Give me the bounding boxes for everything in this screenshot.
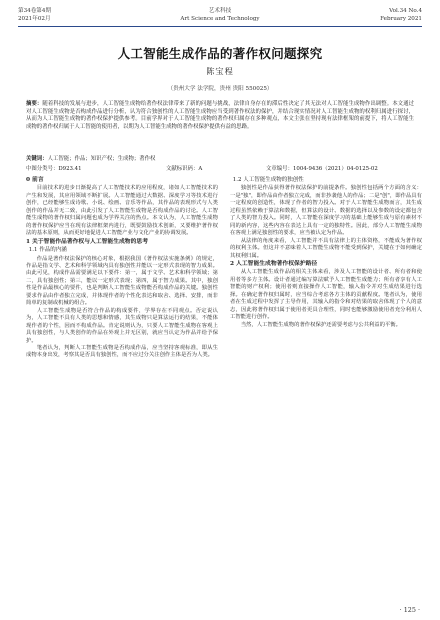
- section-heading: 0 前言: [26, 177, 44, 183]
- subsection-heading: 1.1 作品的内涵: [28, 247, 67, 254]
- article-title: 人工智能生成作品的著作权问题探究: [117, 46, 323, 61]
- paragraph: 笔者认为，判断人工智能生成物是否构成作品，应当坚持客观标准，即从生成物本身出发，考察其是否具有独创性，而不应过分关注创作主体是否为人类。: [26, 344, 218, 359]
- paragraph: 独创性是作品获得著作权法保护的前提条件。独创性包括两个方面的含义：一是"独"，即作品由作者独立完成，而非抄袭他人的作品；二是"创"，即作品具有一定程度的创造性，体现了作者的智力投入。对于人工智能生成物而言，其生成过程虽然依赖于算法和数据，但算法的设计、数据的选择以及参数的设定都包含了人类的智力投入。同时，人工智能在深度学习的基础上能够生成与原有素材不同的新内容，这些内容在表达上具有一定的独特性。因此，部分人工智能生成物在客观上满足独创性的要求，应当被认定为作品。: [230, 185, 422, 237]
- header-rule: [18, 26, 422, 27]
- page-number: · 125 ·: [399, 606, 420, 614]
- journal-issue: 第34卷第4期 2021年02月: [18, 8, 52, 22]
- section-heading: 1 关于智能作品著作权与人工智能生成物的思考: [26, 238, 148, 245]
- keywords: [26, 156, 414, 164]
- paragraph: 目前技术的进步日渐提高了人工智能技术的应用程度，诸如人工智能技术的产生和发展，其应用领域不断扩展。人工智能通过大数据、深度学习等技术进行创作，已经能够生成诗歌、小说、绘画、音乐等作品，其作品的表现形式与人类创作的作品并无二致，由此引发了人工智能生成物是否构成作品的讨论。人工智能生成物的著作权归属问题也成为学界关注的热点。本文认为，人工智能生成物的著作权保护应当在现有法律框架内进行，既要鼓励技术创新，又要维护著作权法的基本原则，从而更好地促进人工智能产业与文化产业的协调发展。: [26, 185, 218, 237]
- abstract-label: 摘要：: [26, 101, 43, 107]
- journal-name: 艺术科技 Art Science and Technology: [180, 8, 260, 22]
- article-number: 文章编号：1004-9436（2021）04-0125-02: [266, 166, 378, 172]
- keywords-text: 人工智能；作品；知识产权；生成物；著作权: [47, 156, 156, 162]
- keywords-label: 关键词：: [26, 156, 48, 162]
- document-code: 文献标识码：A: [166, 166, 203, 172]
- paragraph: 人工智能生成物是否符合作品的构成要件，学界存在不同观点。否定说认为，人工智能不具有人类的思想和情感，其生成物只是算法运行的结果，不能体现作者的个性，因而不构成作品。肯定说则认为，只要人工智能生成物在客观上具有独创性，与人类创作的作品在外观上并无区别，就应当认定为作品并给予保护。: [26, 307, 218, 344]
- paragraph: 作品是著作权法保护的核心对象，根据我国《著作权法实施条例》的规定，作品是指文学、艺术和科学领域内具有独创性并能以一定形式表现的智力成果。由此可见，构成作品需要满足以下要件：第一，属于文学、艺术和科学领域；第二，具有独创性；第三，能以一定形式表现；第四，属于智力成果。其中，独创性是作品最核心的要件，也是判断人工智能生成物能否构成作品的关键。独创性要求作品由作者独立完成，并体现作者的个性化表达和取舍、选择、安排，而非简单的复制或机械的组合。: [26, 255, 218, 307]
- clc-number: 中图分类号：D923.41: [26, 166, 82, 172]
- classification-line: [26, 164, 414, 172]
- paragraph: 从人工智能生成作品的相关主体来看，涉及人工智能的设计者、所有者和使用者等多方主体。设计者通过编写算法赋予人工智能生成能力；所有者享有人工智能的财产权利；使用者则直接操作人工智能，输入指令并对生成结果进行选择。在确定著作权归属时，应当综合考虑各方主体的贡献程度。笔者认为，使用者在生成过程中发挥了主导作用，其输入的指令和对结果的取舍体现了个人的意志，因此将著作权归属于使用者更具合理性，同时也能够激励使用者充分利用人工智能进行创作。: [230, 269, 422, 321]
- article-author: 陈宝程: [206, 66, 234, 76]
- body-column-right: [230, 176, 422, 329]
- paragraph: 当然，人工智能生成物的著作权保护还需要考虑与公共利益的平衡。: [240, 321, 401, 328]
- abstract: [26, 101, 414, 131]
- paragraph: 从法律的角度来看，人工智能并不具有法律上的主体资格，不能成为著作权的权利主体。但这并不意味着人工智能生成物不能受到保护，关键在于如何确定其权利归属。: [230, 237, 422, 259]
- body-column-left: [26, 176, 218, 360]
- subsection-heading: 1.2 人工智能生成物的独创性: [232, 177, 304, 183]
- author-affiliation: （贵州大学 法学院，贵州 贵阳 550025）: [167, 86, 273, 92]
- journal-volume: Vol.34 No.4 February 2021: [380, 8, 422, 22]
- section-heading: 2 人工智能生成物著作权保护路径: [230, 260, 318, 267]
- abstract-text: 随着科技的发展与进步，人工智能生成物给著作权法律带来了新的问题与挑战，法律自身存在的滞后性决定了其无法对人工智能生成物作出调整。本文通过对人工智能生成物是否构成作品进行分析，认为符合独创性的人工智能生成物应当受到著作权法的保护，并结合现实情况对人工智能生成物的权利归属进行探讨，从而为人工智能生成物的著作权保护提供参考。目前学界对于人工智能生成物的著作权归属存在多种观点，本文主张在坚持现有法律框架的前提下，将人工智能生成物的著作权归属于人工智能的使用者，以期为人工智能生成物的著作权保护提供有益的思路。: [26, 101, 414, 130]
